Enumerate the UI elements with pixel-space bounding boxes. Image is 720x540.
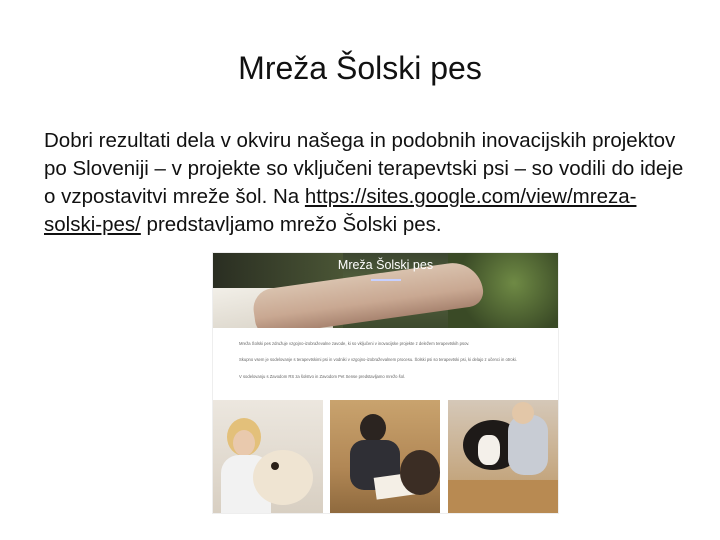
website-banner-title: Mreža Šolski pes <box>337 258 434 272</box>
body-text-intro: Dobri rezultati dela v okviru našega in podobnih inovacijskih projektov po Sloveniji – v projekte so vključeni terapevtski psi – so vodili do ideje o vzpostavitvi mreže šol. Na <box>44 129 684 208</box>
banner-title-underline <box>371 279 401 281</box>
photo-girl-with-dog <box>213 400 323 513</box>
website-paragraph-2: Skupno vsem je sodelovanje s terapevtskimi psi in vodniki v vzgojno-izobraževalnem procesu. Šolski psi so terapevtski psi, ki delajo z učenci in otroki. <box>239 357 517 362</box>
slide-title: Mreža Šolski pes <box>238 50 482 86</box>
photo-children-with-dog <box>448 400 558 513</box>
slide-body-text <box>44 127 684 239</box>
network-site-link[interactable]: https://sites.google.com/view/mreza-solski-pes/ <box>44 185 637 236</box>
photo-boy-reading-to-dog <box>330 400 440 513</box>
website-banner <box>213 253 558 328</box>
website-screenshot <box>213 253 558 513</box>
body-text-outro: predstavljamo mrežo Šolski pes. <box>140 213 442 236</box>
website-paragraph-1: Mreža Šolski pes združuje vzgojno-izobraževalne zavode, ki so vključeni v inovacijske projekte z deležem terapevtskih psov. <box>239 341 470 346</box>
website-paragraph-3: V sodelovanju s Zavodom RS za šolstvo in Zavodom Pet Sense predstavljamo mrežo šol. <box>239 374 406 379</box>
website-photo-strip <box>213 400 558 513</box>
